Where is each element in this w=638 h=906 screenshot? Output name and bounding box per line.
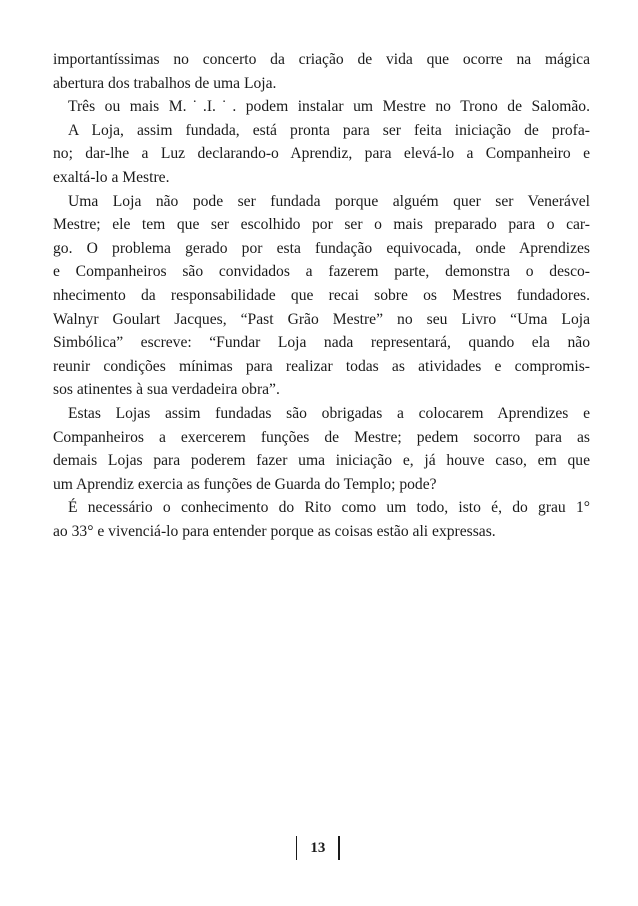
text-line: Companheiros a exercerem funções de Mestre; pedem socorro para as xyxy=(53,428,590,446)
text-line: Três ou mais M.˙.I.˙. podem instalar um Mestre no Trono de Salomão. xyxy=(68,98,590,116)
text-line: abertura dos trabalhos de uma Loja. xyxy=(53,74,277,92)
text-line: É necessário o conhecimento do Rito como um todo, isto é, do grau 1° xyxy=(68,499,590,517)
text-line: Walnyr Goulart Jacques, “Past Grão Mestre” no seu Livro “Uma Loja xyxy=(53,310,590,328)
text-line: Estas Lojas assim fundadas são obrigadas a colocarem Aprendizes e xyxy=(68,404,590,422)
page-number xyxy=(296,835,340,861)
text-line: um Aprendiz exercia as funções de Guarda do Templo; pode? xyxy=(53,475,437,493)
text-line: Simbólica” escreve: “Fundar Loja nada representará, quando ela não xyxy=(53,334,590,352)
text-line: sos atinentes à sua verdadeira obra”. xyxy=(53,381,280,399)
text-line: exaltá-lo a Mestre. xyxy=(53,168,170,186)
text-line: reunir condições mínimas para realizar todas as atividades e compromis- xyxy=(53,357,590,375)
text-line: e Companheiros são convidados a fazerem parte, demonstra o desco- xyxy=(53,263,590,281)
page-number-text: 13 xyxy=(310,839,326,856)
text-line: go. O problema gerado por esta fundação equivocada, onde Aprendizes xyxy=(53,239,590,257)
text-line: importantíssimas no concerto da criação de vida que ocorre na mágica xyxy=(53,51,590,68)
text-line: demais Lojas para poderem fazer uma iniciação e, já houve caso, em que xyxy=(53,452,590,470)
text-line: ao 33° e vivenciá-lo para entender porque as coisas estão ali expressas. xyxy=(53,522,496,540)
text-line: no; dar-lhe a Luz declarando-o Aprendiz, para elevá-lo a Companheiro e xyxy=(53,145,590,163)
folio-right-rule xyxy=(338,836,339,860)
text-line: Uma Loja não pode ser fundada porque alguém quer ser Venerável xyxy=(68,192,590,210)
text-line: nhecimento da responsabilidade que recai sobre os Mestres fundadores. xyxy=(53,286,590,304)
text-line: A Loja, assim fundada, está pronta para ser feita iniciação de profa- xyxy=(68,121,590,139)
body-text xyxy=(53,48,590,543)
text-line: Mestre; ele tem que ser escolhido por ser o mais preparado para o car- xyxy=(53,216,590,234)
